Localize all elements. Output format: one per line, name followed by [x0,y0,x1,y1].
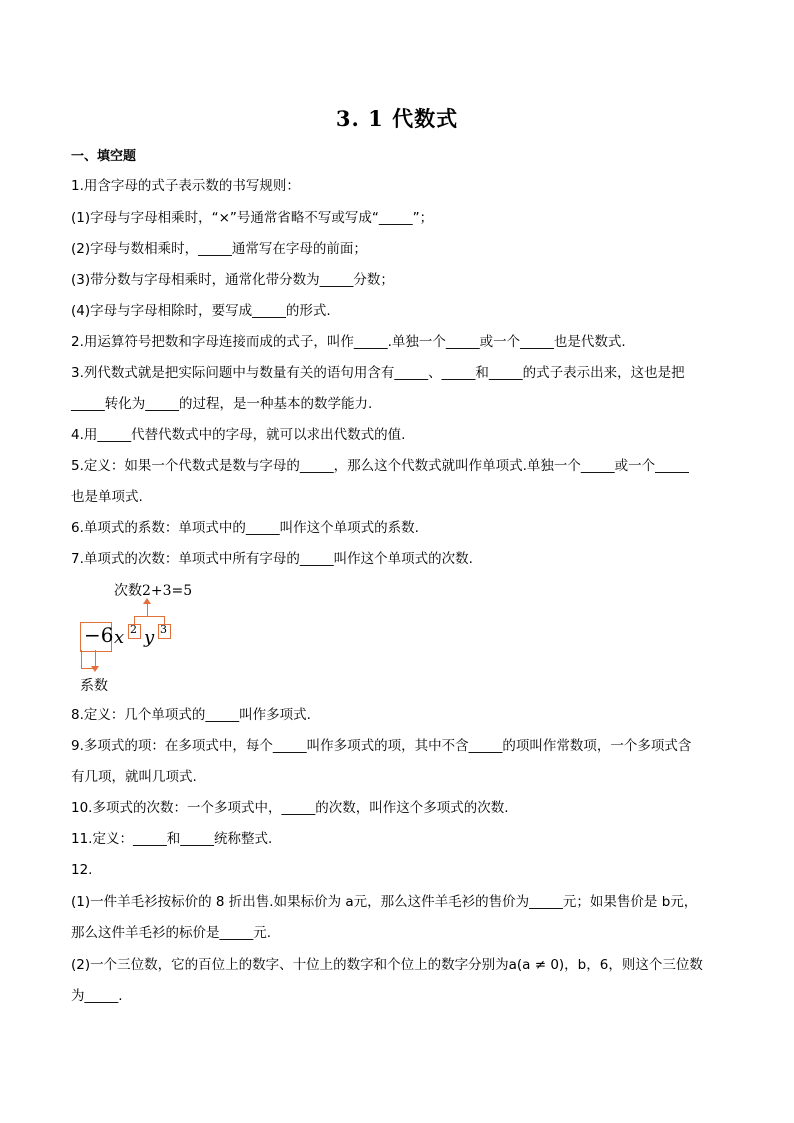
text-line: (1)字母与字母相乘时，“×”号通常省略不写或写成“_____”； [71,210,434,226]
text-line: _____转化为_____的过程，是一种基本的数学能力. [71,396,373,412]
text-line: (3)带分数与字母相乘时，通常化带分数为_____分数； [71,272,394,288]
coefficient: −6 [84,623,114,647]
variable-x: x [114,627,125,648]
text-line: 1.用含字母的式子表示数的书写规则： [71,178,300,194]
text-line: 5.定义：如果一个代数式是数与字母的_____，那么这个代数式就叫作单项式.单独一个_____或一个_____ [71,458,689,474]
text-line: 2.用运算符号把数和字母连接而成的式子，叫作_____.单独一个_____或一个_____也是代数式. [71,334,626,350]
degree-bracket [134,616,164,617]
coef-line-1 [81,650,82,668]
monomial-diagram [76,580,206,695]
text-line: 为_____. [71,988,123,1004]
text-line: 那么这件羊毛衫的标价是_____元. [71,925,272,941]
arrow-down-icon [91,666,99,672]
text-line: 10.多项式的次数：一个多项式中，_____的次数，叫作这个多项式的次数. [71,800,509,816]
section-heading: 一、填空题 [71,149,137,164]
variable-y: y [144,627,155,648]
degree-arrow [147,602,148,616]
page-title: 3. 1 代数式 [335,106,459,131]
text-line: 6.单项式的系数：单项式中的_____叫作这个单项式的系数. [71,520,419,536]
text-line: 12. [71,862,93,878]
arrow-head-icon [143,598,151,604]
exponent-x: 2 [130,623,137,636]
text-line: 4.用_____代替代数式中的字母，就可以求出代数式的值. [71,427,406,443]
text-line: 9.多项式的项：在多项式中，每个_____叫作多项式的项，其中不含_____的项叫作常数项，一个多项式含 [71,738,692,754]
degree-label: 次数2+3=5 [114,583,193,599]
text-line: 8.定义：几个单项式的_____叫作多项式. [71,707,311,723]
text-line: 7.单项式的次数：单项式中所有字母的_____叫作这个单项式的次数. [71,551,473,567]
exponent-y: 3 [160,623,167,636]
text-line: (2)一个三位数，它的百位上的数字、十位上的数字和个位上的数字分别为a(a ≠ 0)，b，6，则这个三位数 [71,957,703,973]
text-line: (1)一件羊毛衫按标价的 8 折出售.如果标价为 a元，那么这件羊毛衫的售价为_____元；如果售价是 b元， [71,894,698,910]
text-line: 3.列代数式就是把实际问题中与数量有关的语句用含有_____、_____和_____的式子表示出来，这也是把 [71,365,685,381]
text-line: (2)字母与数相乘时，_____通常写在字母的前面； [71,241,367,257]
coef-label: 系数 [80,678,108,694]
text-line: (4)字母与字母相除时，要写成_____的形式. [71,303,331,319]
text-line: 有几项，就叫几项式. [71,769,197,785]
text-line: 也是单项式. [71,489,143,505]
text-line: 11.定义：_____和_____统称整式. [71,831,273,847]
